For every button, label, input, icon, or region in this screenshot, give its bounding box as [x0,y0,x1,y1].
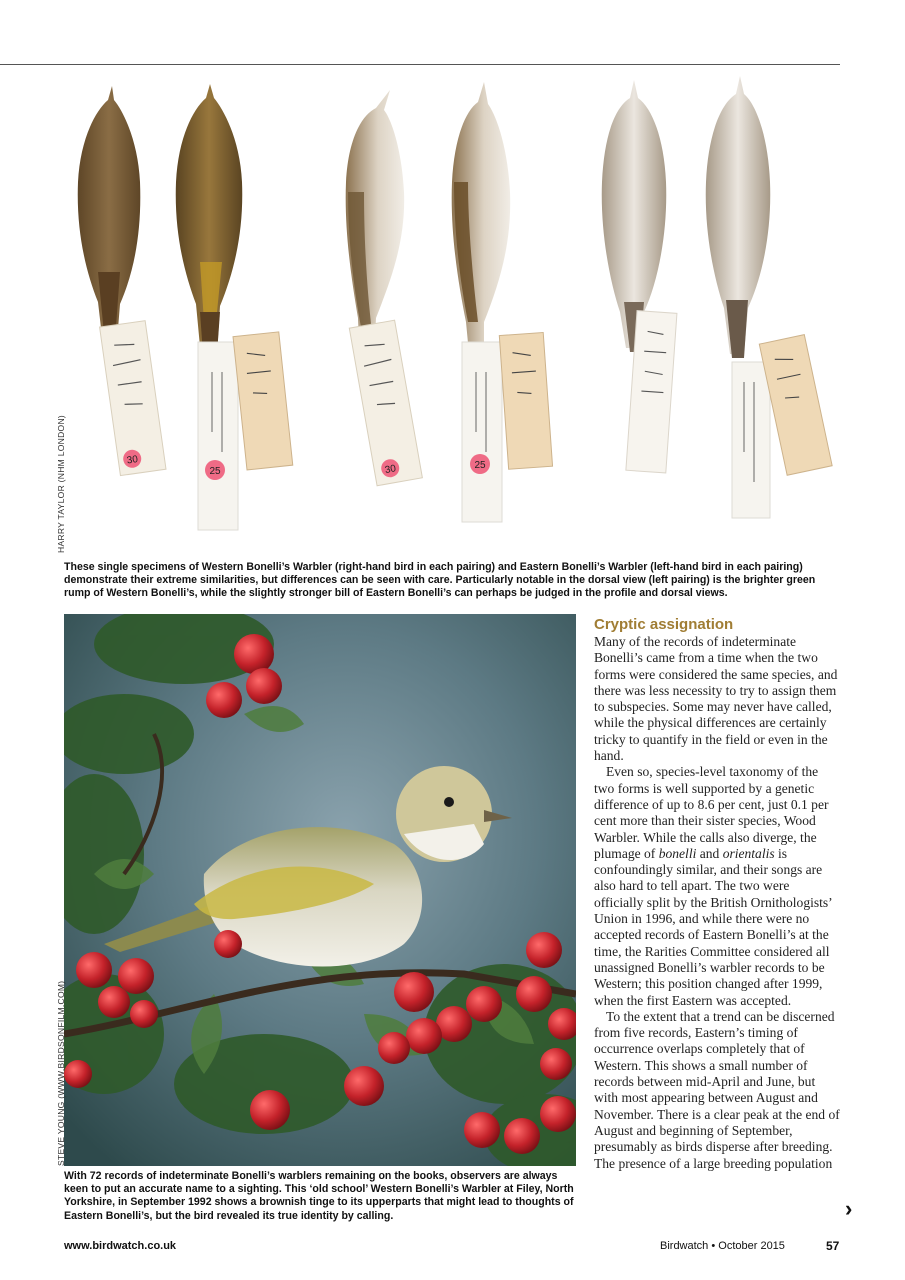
footer-issue: Birdwatch • October 2015 [660,1240,785,1252]
specimen-bird-2 [176,84,243,368]
taxon-bonelli: bonelli [658,845,697,861]
warbler-illustration [64,614,576,1166]
specimen-bird-3 [346,90,404,362]
tag-number-3: 30 [384,463,397,477]
section-heading: Cryptic assignation [594,616,734,633]
continue-arrow-icon: › [845,1196,853,1221]
specimen-photo [64,72,842,534]
specimen-bird-1 [78,86,141,354]
tag-number-4: 25 [474,460,486,471]
footer-url[interactable]: www.birdwatch.co.uk [64,1240,177,1252]
paragraph-3: To the extent that a trend can be discerned from five records, Eastern’s timing of occurrence overlaps completely that of Western. This shows a small number of records between mid-April and June, but with most appearing between August and November. There is a clear peak at the end of August and beginning of September, presumably as birds disperse after breeding. The presence of a large breeding population [594,1008,840,1171]
specimen-tag-6 [732,335,832,518]
page-number: 57 [826,1239,840,1253]
photo-credit-specimens: HARRY TAYLOR (NHM LONDON) [56,414,66,553]
specimen-tag-1 [100,321,166,476]
specimen-bird-4 [452,82,511,364]
warbler-photo [64,614,576,1166]
paragraph-2-part-e: is confoundingly similar, and their songs are also hard to tell apart. The two were officially split by the British Ornithologists’ Union in 1996, and while there were no accepted records of Eastern Bonelli’s at the time, the Rarities Committee considered all unassigned Bonelli’s warbler records to be Western; this position changed after 1999, when the first Eastern was accepted. [594,845,832,1008]
specimen-tag-3 [349,320,422,486]
specimen-illustration [64,72,842,534]
warbler-caption: With 72 records of indeterminate Bonelli’s warblers remaining on the books, observers are always keen to put an accurate name to a sighting. This ‘old school’ Western Bonelli’s Warbler at Filey, North Yorkshire, in September 1992 shows a brownish tinge to its upperparts that might lead to thoughts of Eastern Bonelli’s, but the bird revealed its true identity by calling. [64,1170,574,1222]
specimen-caption: These single specimens of Western Bonelli’s Warbler (right-hand bird in each pairing) and Eastern Bonelli’s Warbler (left-hand bird in each pairing) demonstrate their extreme similarities, but differences can be seen with care. Particularly notable in the dorsal view (left pairing) is the brighter green rump of Western Bonelli’s, while the slightly stronger bill of Eastern Bonelli’s can perhaps be judged in the profile and dorsal views. [64,561,816,600]
specimen-tag-2 [198,332,293,530]
specimen-bird-6 [706,76,771,358]
paragraph-2-part-a: Even so, species-level taxonomy of the two forms is well supported by a genetic difference of up to 8.6 per cent, just 0.1 per cent more than their sister species, Wood Warbler. While the calls also diverge, the plumage of [594,764,829,861]
article-body [594,634,841,1172]
paragraph-1: Many of the records of indeterminate Bonelli’s came from a time when the two forms were considered the same species, and there was less necessity to try to assign them to subspecies. Some may never have called, while the physical differences are certainly tricky to quantify in the field or even in the hand. [594,634,838,764]
tag-number-2: 25 [209,466,221,477]
paragraph-2-part-c: and [696,845,723,861]
photo-credit-warbler: STEVE YOUNG (WWW.BIRDSONFILM.COM) [56,980,66,1166]
top-rule [0,64,840,65]
tag-number-1: 30 [126,454,139,467]
specimen-bird-5 [602,80,667,352]
paragraph-2 [594,764,841,1008]
specimen-tag-4 [462,332,553,522]
taxon-orientalis: orientalis [722,845,775,861]
